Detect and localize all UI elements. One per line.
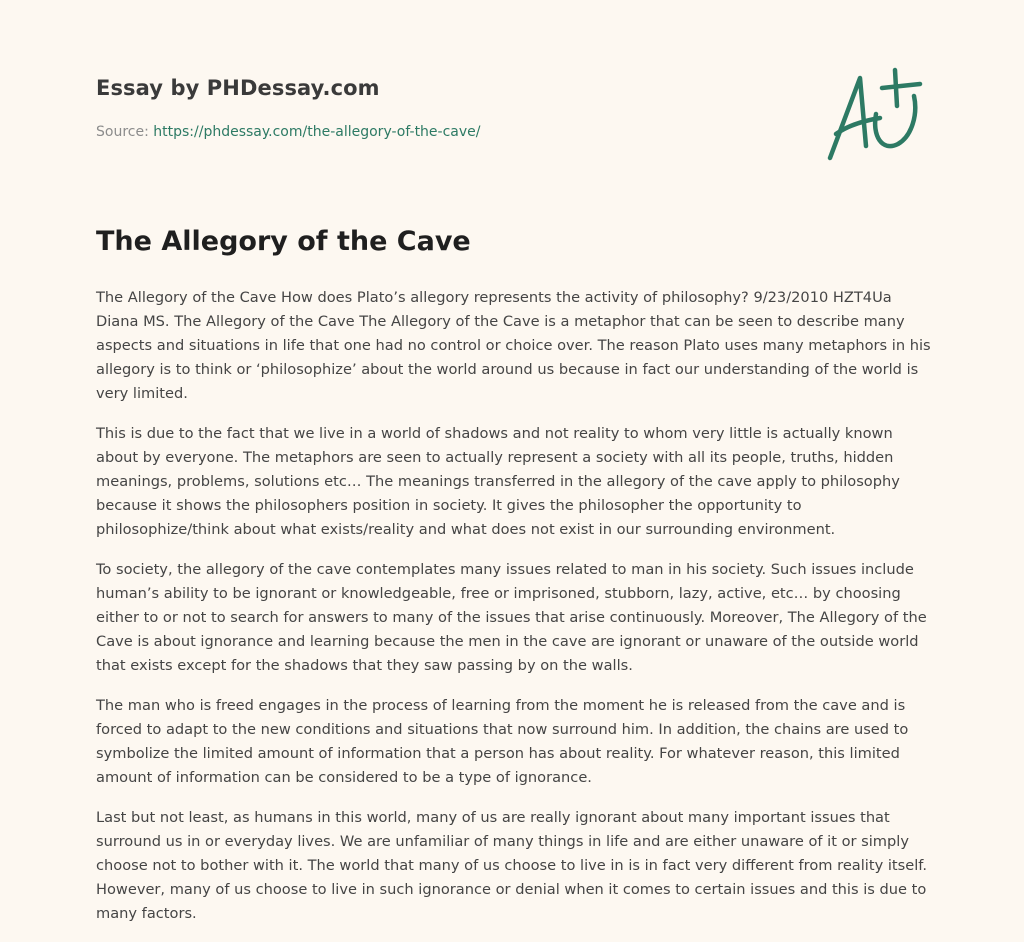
essay-paragraph: The man who is freed engages in the process of learning from the moment he is released from the cave and is forced to adapt to the new conditions and situations that now surround him. In addition, the chains are used to symbolize the limited amount of information that a person has about reality. For whatever reason, this limited amount of information can be considered to be a type of ignorance. <box>96 697 909 786</box>
a-plus-horizontal <box>882 84 920 88</box>
a-plus-left-stroke <box>830 78 866 158</box>
site-brand-title: Essay by PHDessay.com <box>96 76 380 100</box>
a-plus-grade-icon <box>822 66 932 166</box>
source-label: Source: <box>96 124 149 140</box>
source-line <box>96 124 481 140</box>
essay-paragraph: The Allegory of the Cave How does Plato’s allegory represents the activity of philosophy? 9/23/2010 HZT4Ua Diana MS. The Allegory of the Cave The Allegory of the Cave is a metaphor that can be seen to describe many aspects and situations in life that one had no control or choice over. The reason Plato uses many metaphors in his allegory is to think or ‘philosophize’ about the world around us because in fact our understanding of the world is very limited. <box>96 289 931 402</box>
essay-paragraph: To society, the allegory of the cave contemplates many issues related to man in his society. Such issues include human’s ability to be ignorant or knowledgeable, free or imprisoned, stubborn, lazy, active, etc… by choosing either to or not to search for answers to many of the issues that arise continuously. Moreover, The Allegory of the Cave is about ignorance and learning because the men in the cave are ignorant or unaware of the outside world that exists except for the shadows that they saw passing by on the walls. <box>96 561 927 674</box>
source-link[interactable]: https://phdessay.com/the-allegory-of-the-cave/ <box>153 124 481 140</box>
essay-paragraph: This is due to the fact that we live in a world of shadows and not reality to whom very little is actually known about by everyone. The metaphors are seen to actually represent a society with all its people, truths, hidden meanings, problems, solutions etc… The meanings transferred in the allegory of the cave apply to philosophy because it shows the philosophers position in society. It gives the philosopher the opportunity to philosophize/think about what exists/reality and what does not exist in our surrounding environment. <box>96 425 900 538</box>
essay-body <box>96 286 932 942</box>
essay-paragraph: Last but not least, as humans in this world, many of us are really ignorant about many important issues that surround us in or everyday lives. We are unfamiliar of many things in life and are either unaware of it or simply choose not to bother with it. The world that many of us choose to live in is in fact very different from reality itself. However, many of us choose to live in such ignorance or denial when it comes to certain issues and this is due to many factors. <box>96 809 927 922</box>
essay-title: The Allegory of the Cave <box>96 226 471 257</box>
